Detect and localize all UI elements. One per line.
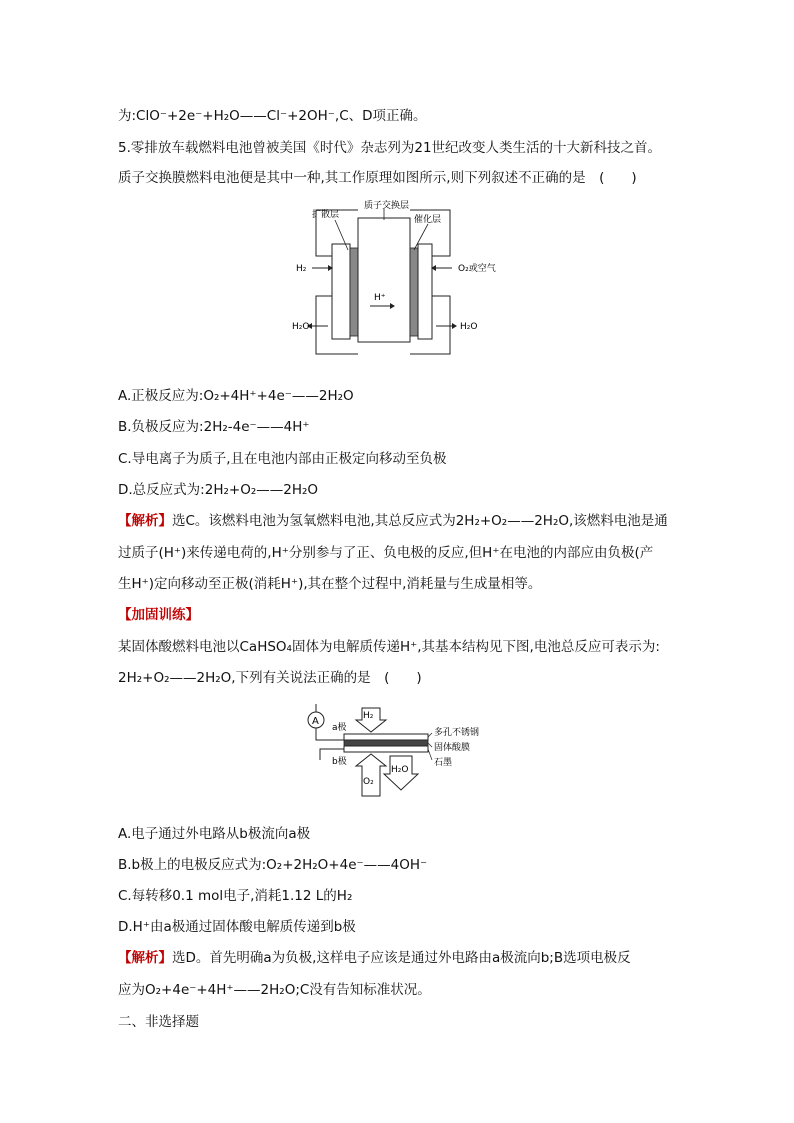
h2o-right-label: H₂O xyxy=(460,322,478,332)
pem-fuel-cell-diagram xyxy=(290,196,520,368)
extra-option-b: B.b极上的电极反应式为:O₂+2H₂O+4e⁻——4OH⁻ xyxy=(118,857,428,873)
b-pole-label: b极 xyxy=(332,757,347,767)
question-5-stem-line1: 5.零排放车载燃料电池曾被美国《时代》杂志列为21世纪改变人类生活的十大新科技之首。 xyxy=(118,140,662,156)
section-heading: 二、非选择题 xyxy=(118,1014,199,1030)
proton-label: H⁺ xyxy=(374,293,386,303)
question-5-stem-line2: 质子交换膜燃料电池便是其中一种,其工作原理如图所示,则下列叙述不正确的是 ( ) xyxy=(118,170,637,186)
extra-option-d: D.H⁺由a极通过固体酸电解质传递到b极 xyxy=(118,919,356,935)
extra-stem-line1: 某固体酸燃料电池以CaHSO₄固体为电解质传递H⁺,其基本结构见下图,电池总反应可表示为: xyxy=(118,639,660,655)
q5-option-b: B.负极反应为:2H₂-4e⁻——4H⁺ xyxy=(118,419,310,435)
membrane-label: 固体酸膜 xyxy=(434,743,471,753)
extra-analysis-line1 xyxy=(118,946,631,966)
h2o-left-label: H₂O xyxy=(292,322,310,332)
analysis-tag: 【解析】 xyxy=(118,950,172,966)
extra-analysis-text: 选D。首先明确a为负极,这样电子应该是通过外电路由a极流向b;B选项电极反 xyxy=(172,950,631,966)
previous-answer-tail: 为:ClO⁻+2e⁻+H₂O——Cl⁻+2OH⁻,C、D项正确。 xyxy=(118,108,427,124)
diffusion-layer-label: 扩散层 xyxy=(312,210,340,220)
reinforcement-tag: 【加固训练】 xyxy=(118,607,199,623)
q5-analysis-line2: 过质子(H⁺)来传递电荷的,H⁺分别参与了正、负电极的反应,但H⁺在电池的内部应由负极(产 xyxy=(118,545,654,561)
q5-analysis-line3: 生H⁺)定向移动至正极(消耗H⁺),其在整个过程中,消耗量与生成量相等。 xyxy=(118,576,542,592)
o2-label: O₂ xyxy=(363,777,374,787)
q5-option-c: C.导电离子为质子,且在电池内部由正极定向移动至负极 xyxy=(118,451,447,467)
q5-analysis-text: 选C。该燃料电池为氢氧燃料电池,其总反应式为2H₂+O₂——2H₂O,该燃料电池是通 xyxy=(172,513,668,529)
a-pole-label: a极 xyxy=(332,723,347,733)
graphite-label: 石墨 xyxy=(434,758,453,768)
steel-label: 多孔不锈钢 xyxy=(434,728,480,738)
ammeter-label: A xyxy=(312,716,319,727)
h2-inlet-label: H₂ xyxy=(296,264,307,274)
analysis-tag: 【解析】 xyxy=(118,513,172,529)
extra-option-c: C.每转移0.1 mol电子,消耗1.12 L的H₂ xyxy=(118,888,353,904)
o2-inlet-label: O₂或空气 xyxy=(458,264,496,274)
h2-label: H₂ xyxy=(363,711,374,721)
extra-analysis-line2: 应为O₂+4e⁻+4H⁺——2H₂O;C没有告知标准状况。 xyxy=(118,982,431,998)
pem-label: 质子交换层 xyxy=(364,201,410,211)
h2o-label: H₂O xyxy=(391,765,409,775)
extra-option-a: A.电子通过外电路从b极流向a极 xyxy=(118,826,311,842)
solid-acid-cell-diagram xyxy=(300,700,500,804)
q5-option-d: D.总反应式为:2H₂+O₂——2H₂O xyxy=(118,482,319,498)
q5-analysis-line1 xyxy=(118,509,668,529)
catalyst-layer-label: 催化层 xyxy=(414,215,442,225)
extra-stem-line2: 2H₂+O₂——2H₂O,下列有关说法正确的是 ( ) xyxy=(118,670,422,686)
q5-option-a: A.正极反应为:O₂+4H⁺+4e⁻——2H₂O xyxy=(118,388,354,404)
